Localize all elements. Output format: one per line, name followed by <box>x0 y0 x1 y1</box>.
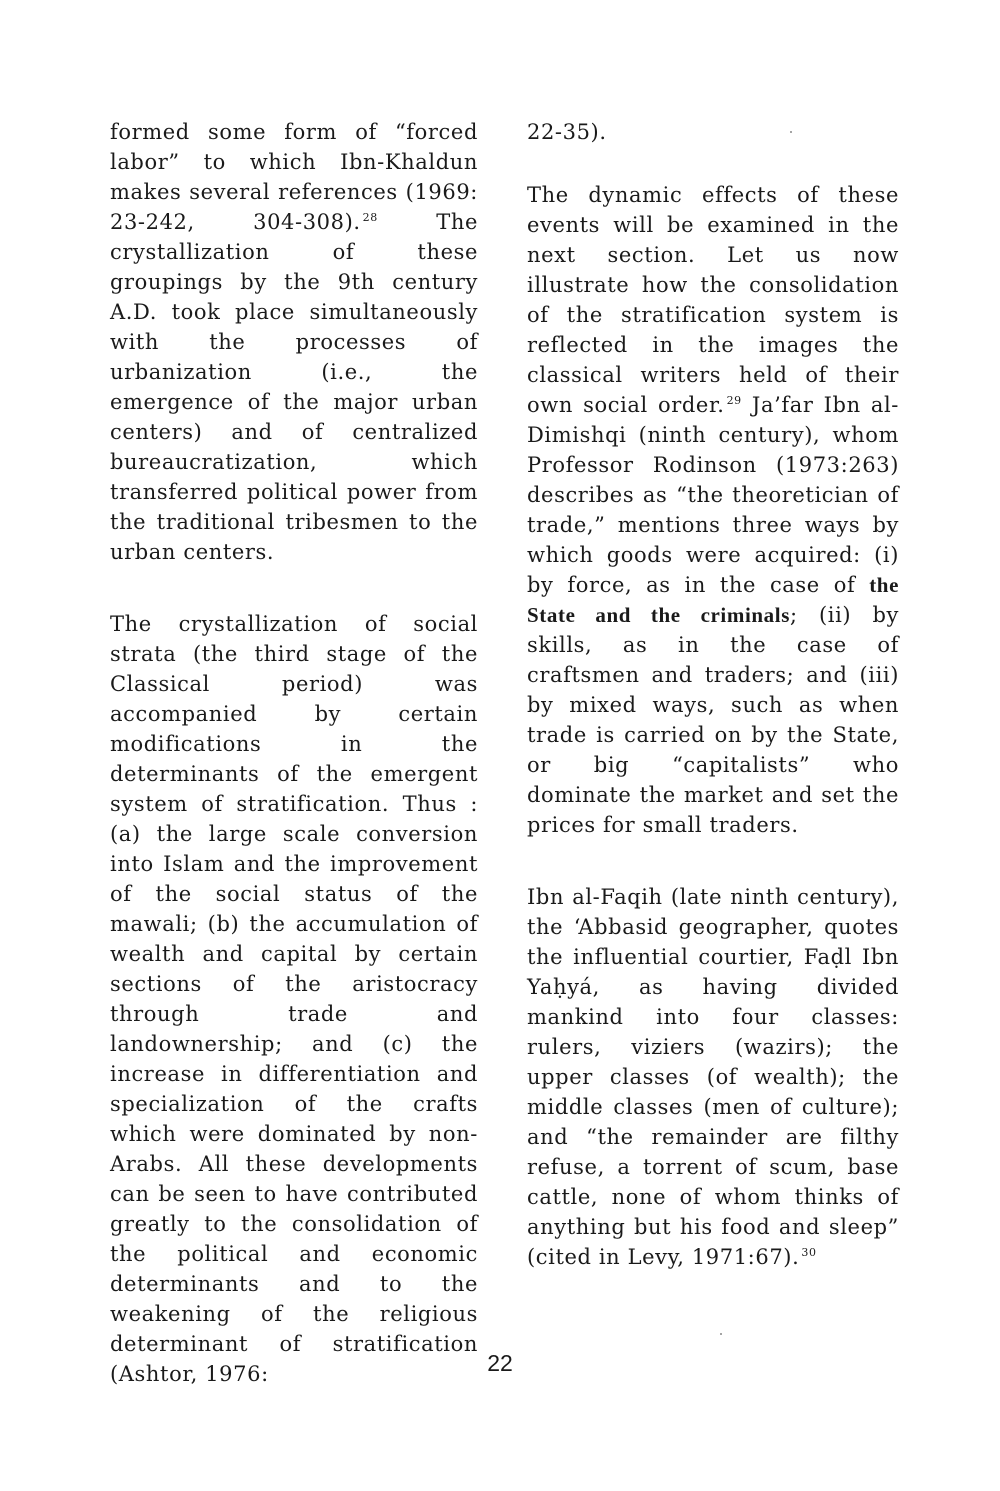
footnote-marker: 30 <box>801 1246 817 1259</box>
paragraph-text: Ja’far Ibn al-Dimishqi (ninth century), whom Professor Rodinson (1973:263) describes as “the theoretician of trade,” mentions three ways by which goods were acquired: (i) by force, as in the case of <box>527 393 899 597</box>
scan-speck <box>720 1333 722 1335</box>
paragraph <box>527 882 899 1272</box>
paragraph: The crystallization of social strata (the third stage of the Classical period) was accompanied by certain modifications in the determinants of the emergent system of stratification. Thus : (a) the large scale conversion into Islam and the improvement of the social status of the mawali; (b) the accumulation of wealth and capital by certain sections of the aristocracy through trade and landownership; and (c) the increase in differentiation and specialization of the crafts which were dominated by non-Arabs. All these developments can be seen to have contributed greatly to the consolidation of the political and economic determinants and to the weakening of the religious determinant of stratification (Ashtor, 1976: <box>110 612 478 1386</box>
paragraph <box>527 180 899 840</box>
paragraph-text: formed some form of “forced labor” to which Ibn-Khaldun makes several references (1969: 23-242, 304-308). <box>110 120 478 234</box>
scan-speck <box>790 131 792 133</box>
paragraph-text: The crystallization of these groupings by the 9th century A.D. took place simultaneously with the processes of urbanization (i.e., the emergence of the major urban centers) and of centralized bureaucratization, which transferred political power from the traditional tribesmen to the urban centers. <box>110 210 478 564</box>
page-number: 22 <box>487 1350 513 1376</box>
paragraph-text: ; (ii) by skills, as in the case of craftsmen and traders; and (iii) by mixed ways, such as when trade is carried on by the State, or big “capitalists” who dominate the market and set the prices for small traders. <box>527 603 899 837</box>
paragraph-text: The dynamic effects of these events will be examined in the next section. Let us now illustrate how the consolidation of the stratification system is reflected in the images the classical writers held of their own social order. <box>527 183 899 417</box>
paragraph <box>110 117 478 567</box>
right-column <box>527 117 899 1272</box>
left-column <box>110 117 478 1389</box>
footnote-marker: 29 <box>726 394 742 407</box>
paragraph-continuation: 22-35). <box>527 120 607 144</box>
paragraph-text: Ibn al-Faqih (late ninth century), the ‘Abbasid geographer, quotes the influential courtier, Faḍl Ibn Yaḥyá, as having divided mankind into four classes: rulers, viziers (wazirs); the upper classes (of wealth); the middle classes (men of culture); and “the remainder are filthy refuse, a torrent of scum, base cattle, none of whom thinks of anything but his food and sleep” (cited in Levy, 1971:67). <box>527 885 899 1269</box>
footnote-marker: 28 <box>362 211 378 224</box>
bold-phrase: the State and the criminals <box>527 573 899 627</box>
